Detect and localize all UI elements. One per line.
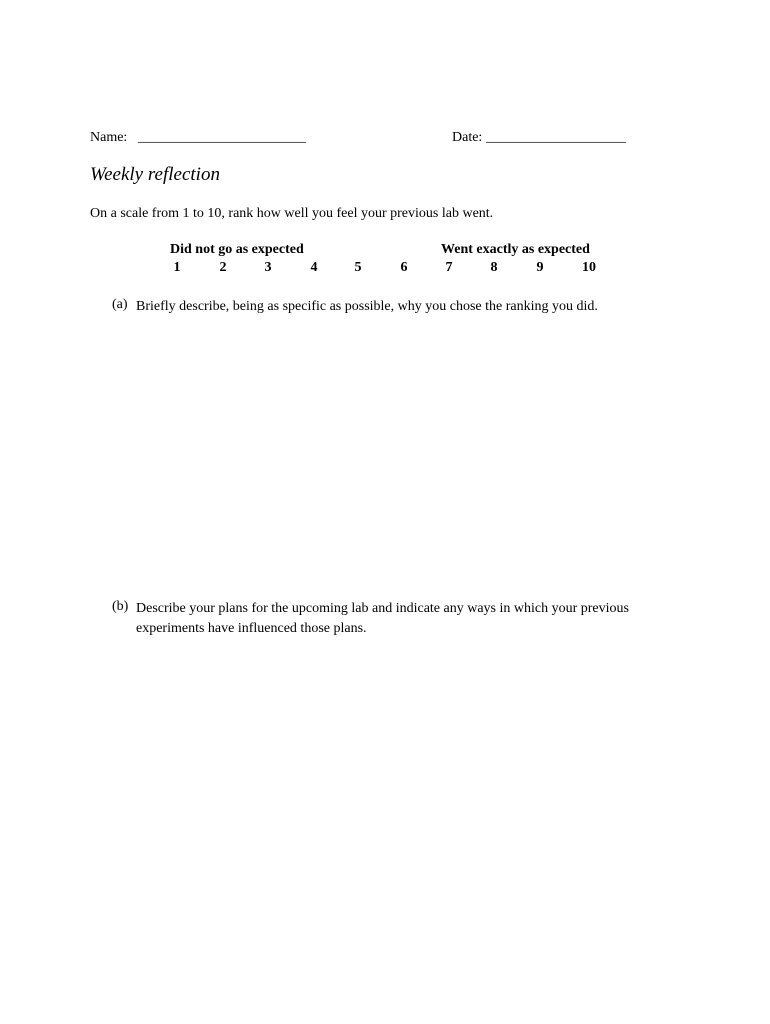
scale-number-4[interactable]: 4	[310, 260, 318, 275]
scale-number-2[interactable]: 2	[219, 260, 227, 275]
date-label: Date:	[452, 130, 483, 145]
question-b-line-2: experiments have influenced those plans.	[136, 620, 367, 636]
scale-number-6[interactable]: 6	[400, 260, 408, 275]
scale-high-label: Went exactly as expected	[441, 242, 590, 257]
question-b-label: (b)	[112, 599, 129, 614]
scale-number-7[interactable]: 7	[445, 260, 453, 275]
scale-number-5[interactable]: 5	[354, 260, 362, 275]
date-field-line[interactable]: ____________________	[486, 130, 626, 145]
scale-number-9[interactable]: 9	[536, 260, 544, 275]
question-a-label: (a)	[112, 297, 128, 312]
question-a-text: Briefly describe, being as specific as possible, why you chose the ranking you did.	[136, 299, 598, 314]
question-b-line-1: Describe your plans for the upcoming lab and indicate any ways in which your previous	[136, 601, 629, 616]
page-title: Weekly reflection	[90, 164, 220, 185]
scale-number-1[interactable]: 1	[173, 260, 181, 275]
scale-number-10[interactable]: 10	[582, 260, 596, 275]
rating-instruction: On a scale from 1 to 10, rank how well you feel your previous lab went.	[90, 206, 494, 221]
scale-number-8[interactable]: 8	[490, 260, 498, 275]
question-b-text	[136, 599, 696, 638]
scale-low-label: Did not go as expected	[170, 242, 304, 257]
name-field-line[interactable]: ________________________	[138, 130, 306, 145]
name-label: Name:	[90, 130, 128, 145]
scale-number-3[interactable]: 3	[264, 260, 272, 275]
